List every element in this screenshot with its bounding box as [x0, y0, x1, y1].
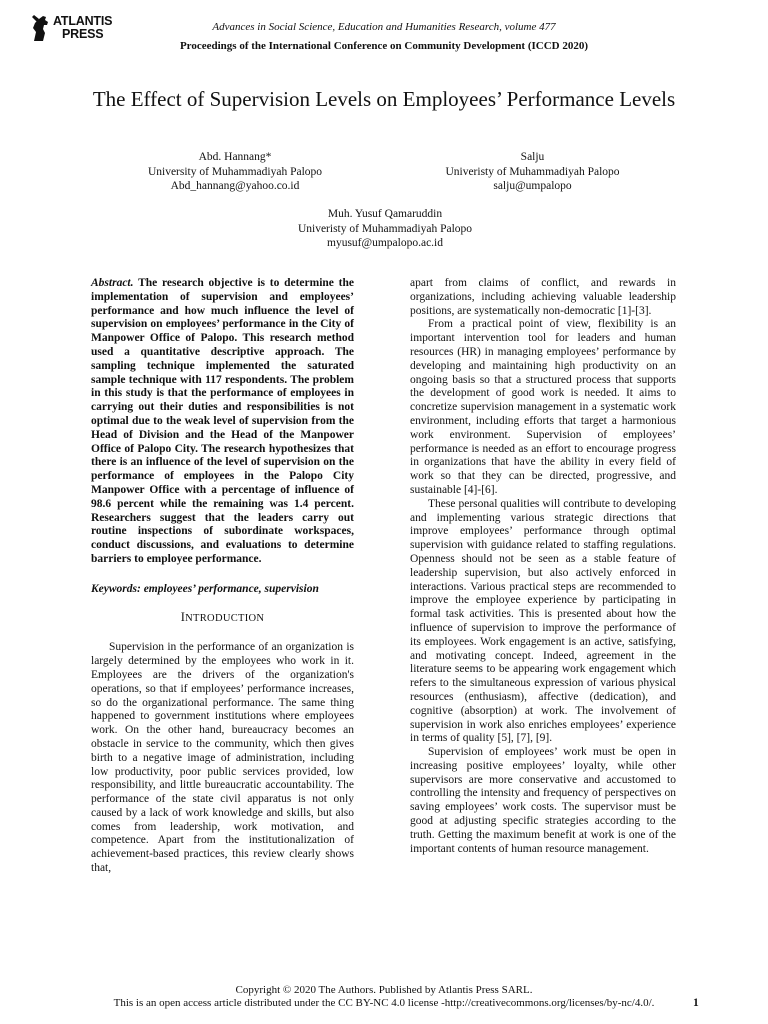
body-paragraph: From a practical point of view, flexibility is an important intervention tool for leaders and human resources (HR) in managing employees’ performance by developing and maintaining high productivity on an ongoing basis so that a structured process that supports the development of good work is needed. It aims to concretize supervision management in a systematic work environment, including efforts that target a harmonious work environment. Supervision of employees’ performance is needed as an effort to encourage progress in organizations that have the ability in every field of work so that they can be directed, progressive, and sustainable [4]-[6]. — [410, 318, 676, 496]
left-column — [91, 277, 354, 876]
copyright-notice: Copyright © 2020 The Authors. Published by Atlantis Press SARL. — [235, 984, 533, 996]
author-name: Salju — [520, 151, 545, 163]
body-paragraph: apart from claims of conflict, and rewards in organizations, including achieving valuable leadership positions, are systematically non-democratic [1]-[3]. — [410, 277, 676, 317]
keywords: Keywords: employees’ performance, supervision — [91, 582, 319, 595]
author-affiliation: Univeristy of Muhammadiyah Palopo — [445, 165, 620, 178]
author-block — [100, 150, 370, 194]
author-affiliation: Univeristy of Muhammadiyah Palopo — [297, 222, 473, 235]
author-name: Abd. Hannang* — [198, 151, 272, 163]
logo-wordmark: ATLANTIS PRESS — [53, 14, 113, 41]
journal-name: Advances in Social Science, Education and Humanities Research, volume 477 — [212, 21, 556, 33]
body-paragraph: Supervision in the performance of an organization is largely determined by the employees who work in it. Employees are the drivers of the organization's operations, so that if employees’ performance increases, so do the organizational performance. The same thing happened to government institutions where employees work. On the other hand, bureaucracy becomes an obstacle in service to the community, which then gives birth to a negative image of administration, including low productivity, poor public services provided, low responsibility, and little bureaucratic accountability. The performance of the state civil apparatus is not only caused by a lack of work knowledge and skills, but also comes from leadership, work motivation, and competence. Apart from the institutionalization of achievement-based practices, this review clearly shows that, — [91, 641, 354, 875]
body-paragraph: These personal qualities will contribute to developing and implementing various strategic directions that improve employees’ performance through optimal supervision with guidance related to staffing regulations. Openness should not be seen as a stable feature of leadership supervision, but also actively enforced in interactions. Various practical steps are recommended to improve the employee experience by participating in formal task activities. This is presented about how the influence of supervision to improve the performance of its employees. Work engagement is an active, satisfying, and motivating concept. Indeed, agreement in the literature seems to be appearing work engagement which refers to the simultaneous expression of various physical resources (enthusiasm), affective (dedication), and cognitive (absorption) at work. The involvement of supervision in work also enriches employees’ experience in terms of quality [5], [7], [9]. — [410, 497, 676, 745]
right-column — [410, 277, 676, 856]
author-affiliation: University of Muhammadiyah Palopo — [147, 165, 323, 178]
author-email: salju@umpalopo — [493, 180, 572, 192]
section-heading-introduction: INTRODUCTION — [180, 609, 265, 624]
paper-title: The Effect of Supervision Levels on Employees’ Performance Levels — [92, 87, 676, 111]
abstract — [91, 277, 354, 567]
page-number: 1 — [693, 997, 699, 1009]
author-block — [240, 207, 530, 251]
license-notice: This is an open access article distributed under the CC BY-NC 4.0 license -http://creativecommons.org/licenses/by-nc/4.0/. — [113, 997, 655, 1009]
author-name: Muh. Yusuf Qamaruddin — [327, 208, 443, 220]
abstract-label: Abstract. — [91, 277, 134, 289]
proceedings-name: Proceedings of the International Conference on Community Development (ICCD 2020) — [179, 40, 589, 52]
body-paragraph: Supervision of employees’ work must be open in increasing positive employees’ loyalty, while other supervisors are more conservative and accustomed to controlling the intensity and frequency of perspectives on saving employees’ work costs. The supervisor must be good at adjusting specific strategies according to the truth. Getting the maximum benefit at work is one of the important contents of human resource management. — [410, 746, 676, 855]
abstract-text: The research objective is to determine the implementation of supervision and employees’ performance and how much influence the level of supervision on employees’ performance in the City of Manpower Office of Palopo. This research method used a quantitative descriptive approach. The sampling technique implemented the saturated sample technique with 117 respondents. The problem in this study is that the performance of employees in carrying out their duties and responsibilities is not optimal due to the weak level of supervision from the Head of Division and the Head of the Manpower Office of Palopo City. The research hypothesizes that there is an influence of the level of supervision on the performance of employees in the Palopo City Manpower Office with a percentage of influence of 98.6 percent while the remaining was 1.4 percent. Researchers suggest that the leaders carry out routine inspections of subordinate workspaces, conduct discussions, and evaluations to determine barriers to employee performance. — [91, 277, 354, 565]
author-email: myusuf@umpalopo.ac.id — [327, 237, 443, 249]
author-block — [400, 150, 665, 194]
author-email: Abd_hannang@yahoo.co.id — [170, 180, 300, 192]
